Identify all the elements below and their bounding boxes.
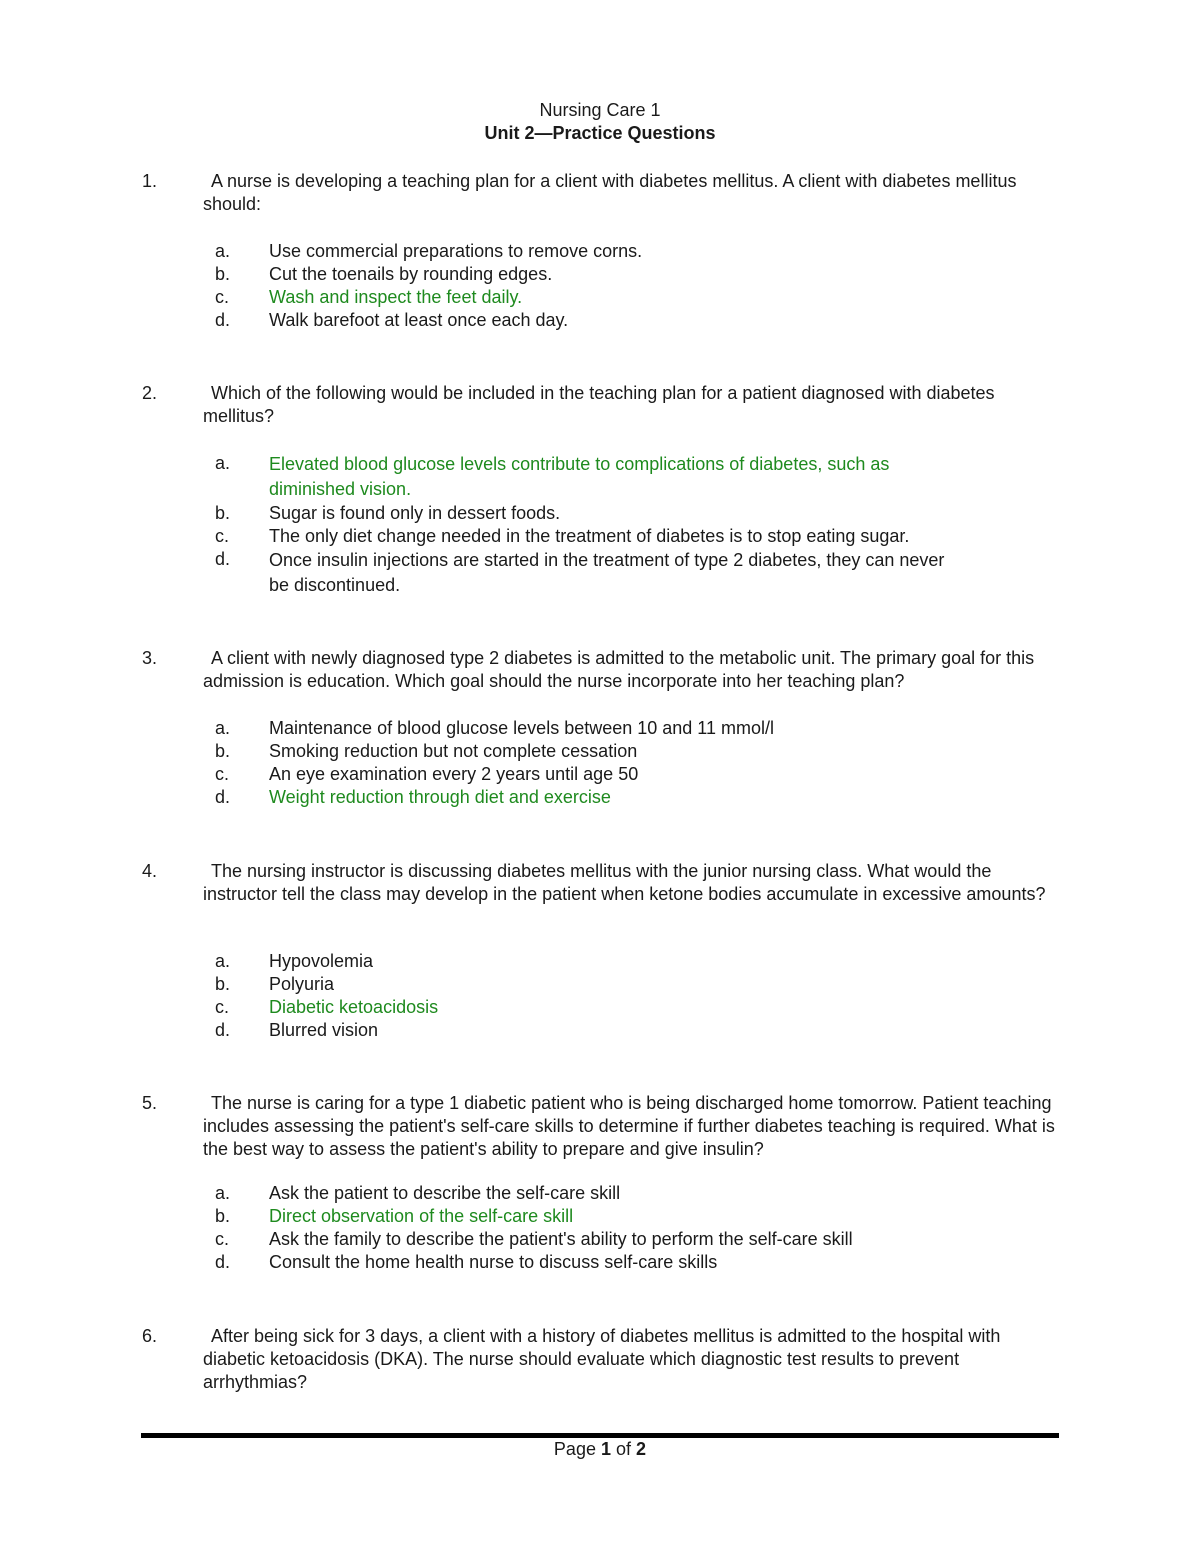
option-text: An eye examination every 2 years until age 50: [269, 764, 639, 784]
question-text: After being sick for 3 days, a client with a history of diabetes mellitus is admitted to the hospital with diabetic ketoacidosis (DKA). The nurse should evaluate which diagnostic test results to prevent arrhythmias?: [203, 1326, 1001, 1392]
unit-title: Unit 2—Practice Questions: [484, 123, 716, 143]
option-text: Hypovolemia: [269, 951, 374, 971]
question-number: 4.: [142, 861, 158, 881]
option-text: Polyuria: [269, 974, 335, 994]
option-letter: d.: [215, 1252, 231, 1272]
option-letter: b.: [215, 264, 231, 284]
option-b: [0, 502, 1200, 525]
question-text: A client with newly diagnosed type 2 diabetes is admitted to the metabolic unit. The primary goal for this admission is education. Which goal should the nurse incorporate into her teaching plan?: [203, 648, 1035, 691]
option-d: [0, 309, 1200, 332]
option-letter: b.: [215, 741, 231, 761]
correct-answer-text: Weight reduction through diet and exercise: [269, 787, 611, 807]
page-footer: [0, 1438, 1200, 1460]
course-title: Nursing Care 1: [539, 100, 661, 120]
option-a: [0, 717, 1200, 740]
option-letter: a.: [215, 1183, 231, 1203]
option-text: Ask the patient to describe the self-care skill: [269, 1183, 621, 1203]
correct-answer-text: Elevated blood glucose levels contribute to complications of diabetes, such as diminished vision.: [269, 454, 890, 499]
option-text: Use commercial preparations to remove corns.: [269, 241, 643, 261]
correct-answer-text: Diabetic ketoacidosis: [269, 997, 439, 1017]
option-letter: c.: [215, 526, 230, 546]
option-letter: b.: [215, 503, 231, 523]
option-letter: b.: [215, 974, 231, 994]
option-a: [0, 452, 1200, 502]
question-text: The nurse is caring for a type 1 diabetic patient who is being discharged home tomorrow. Patient teaching includes assessing the patient's self-care skills to determine if further diabetes teaching is required. What is the best way to assess the patient's ability to prepare and give insulin?: [203, 1093, 1055, 1159]
option-letter: c.: [215, 1229, 230, 1249]
option-c: [0, 763, 1200, 786]
option-text: Once insulin injections are started in the treatment of type 2 diabetes, they can never be discontinued.: [269, 550, 945, 595]
question-text: A nurse is developing a teaching plan for a client with diabetes mellitus. A client with diabetes mellitus should:: [203, 171, 1017, 214]
option-letter: c.: [215, 764, 230, 784]
question-number: 5.: [142, 1093, 158, 1113]
option-b: [0, 973, 1200, 996]
option-c: [0, 286, 1200, 309]
question-number: 6.: [142, 1326, 158, 1346]
option-letter: c.: [215, 287, 230, 307]
option-text: Sugar is found only in dessert foods.: [269, 503, 561, 523]
question-1-options: [0, 240, 1200, 332]
option-letter: d.: [215, 787, 231, 807]
option-d: [0, 786, 1200, 809]
option-b: [0, 1205, 1200, 1228]
question-2-options: [0, 452, 1200, 598]
option-letter: d.: [215, 549, 231, 569]
option-c: [0, 996, 1200, 1019]
option-d: [0, 548, 1200, 598]
option-c: [0, 525, 1200, 548]
option-b: [0, 263, 1200, 286]
correct-answer-text: Wash and inspect the feet daily.: [269, 287, 523, 307]
option-text: Smoking reduction but not complete cessation: [269, 741, 638, 761]
correct-answer-text: Direct observation of the self-care skill: [269, 1206, 574, 1226]
question-text: Which of the following would be included in the teaching plan for a patient diagnosed with diabetes mellitus?: [203, 383, 995, 426]
question-number: 2.: [142, 383, 158, 403]
question-4-options: [0, 950, 1200, 1042]
option-a: [0, 1182, 1200, 1205]
option-d: [0, 1251, 1200, 1274]
question-3-options: [0, 717, 1200, 809]
option-letter: a.: [215, 718, 231, 738]
of-label: of: [616, 1439, 632, 1459]
question-5-options: [0, 1182, 1200, 1274]
option-text: Ask the family to describe the patient's ability to perform the self-care skill: [269, 1229, 853, 1249]
option-d: [0, 1019, 1200, 1042]
page-total: 2: [636, 1439, 647, 1459]
option-text: The only diet change needed in the treatment of diabetes is to stop eating sugar.: [269, 526, 910, 546]
page-current: 1: [600, 1439, 611, 1459]
option-letter: a.: [215, 241, 231, 261]
option-text: Blurred vision: [269, 1020, 379, 1040]
option-text: Walk barefoot at least once each day.: [269, 310, 569, 330]
option-text: Maintenance of blood glucose levels between 10 and 11 mmol/l: [269, 718, 774, 738]
option-letter: c.: [215, 997, 230, 1017]
option-text: Cut the toenails by rounding edges.: [269, 264, 553, 284]
page-label: Page: [553, 1439, 596, 1459]
option-letter: d.: [215, 310, 231, 330]
option-letter: a.: [215, 951, 231, 971]
question-number: 1.: [142, 171, 158, 191]
question-number: 3.: [142, 648, 158, 668]
option-a: [0, 950, 1200, 973]
option-c: [0, 1228, 1200, 1251]
question-text: The nursing instructor is discussing diabetes mellitus with the junior nursing class. What would the instructor tell the class may develop in the patient when ketone bodies accumulate in excessive amounts?: [203, 861, 1046, 904]
option-text: Consult the home health nurse to discuss self-care skills: [269, 1252, 718, 1272]
option-b: [0, 740, 1200, 763]
option-letter: d.: [215, 1020, 231, 1040]
option-letter: a.: [215, 453, 231, 473]
option-letter: b.: [215, 1206, 231, 1226]
option-a: [0, 240, 1200, 263]
